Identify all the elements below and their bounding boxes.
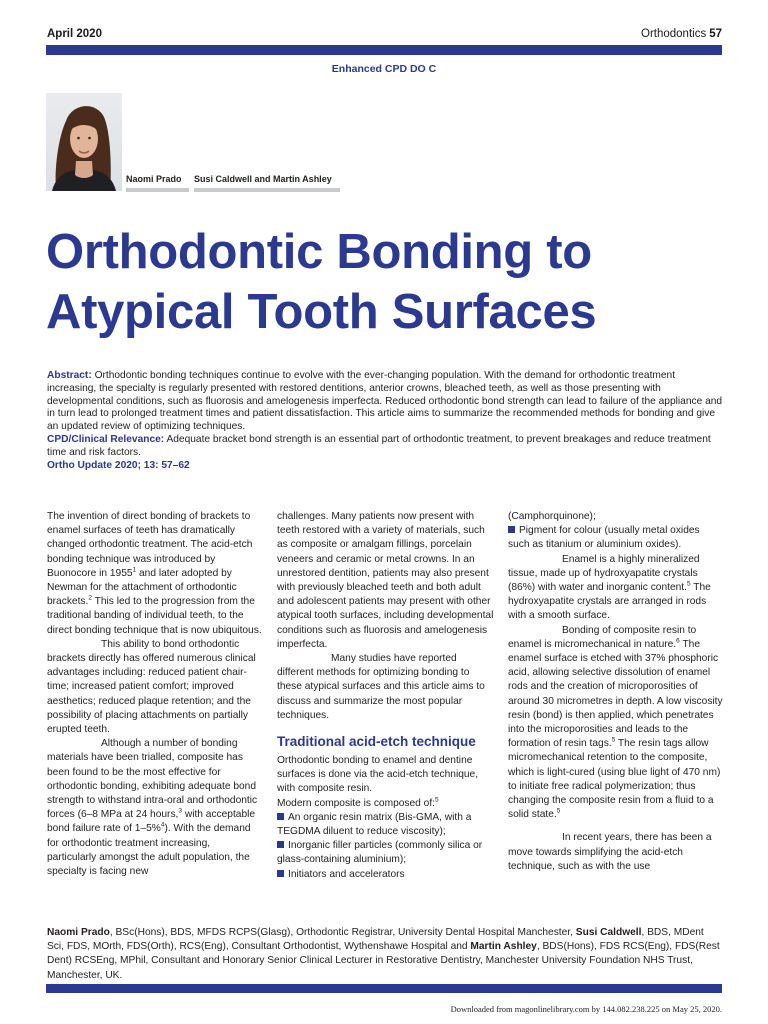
text-run: The hydroxyapatite crystals are arranged in rods with a smooth surface. [508,582,711,622]
abstract-label: Abstract: [47,370,92,381]
text-run: Modern composite is composed of: [277,797,435,809]
author-portrait-icon [46,93,122,191]
list-item [277,868,494,882]
paragraph: Many studies have reported different methods for optimizing bonding to these atypical surfaces and this article aims to discuss and summarize the most popular techniques. [277,653,485,721]
issue-date: April 2020 [47,28,102,40]
text-run: Although a number of bonding materials have been trialled, composite has been found to be the most effective for orthodontic bonding, exhibiting adequate bond strength to withstand intra-oral and orthodontic forces (6–8 MPa at 24 hours, [47,738,258,821]
reference-marker: 5 [556,807,561,815]
paragraph: In recent years, there has been a move towards simplifying the acid-etch technique, such as with the use [508,832,712,872]
abstract-text: Orthodontic bonding techniques continue to evolve with the ever-changing population. With the demand for orthodontic treatment increasing, the specialty is regularly presented with restored dentitions, anterior crowns, bleached teeth, as well as those presenting with developmental conditions, such as fluorosis and amelogenesis imperfecta. Reduced orthodontic bond strength can lead to failure of the appliance and in turn lead to prolonged treatment times and patient dissatisfaction. This article aims to summarize the recommended methods for bonding and give an updated review of optimizing techniques. [47,370,723,433]
author-name-1: Naomi Prado [126,174,182,184]
header-rule [46,45,722,55]
paragraph: This ability to bond orthodontic brackets directly has offered numerous clinical advantages including: reduced patient chair-time; increased patient comfort; improved aesthetics; reduced plaque retention; and the possibility of placing attachments on partially erupted teeth. [47,638,256,736]
text-run: and later adopted by Newman for the attachment of orthodontic brackets. [47,567,237,608]
author-rule-1 [126,188,189,192]
reference-marker: 5 [434,796,439,804]
citation: Ortho Update 2020; 13: 57–62 [47,459,190,471]
paragraph [47,510,262,638]
paragraph [277,797,494,811]
affiliation-text: , BDS(Hons), FDS RCS(Eng), FDS(Rest Dent) RCSEng, MPhil, Consultant and Honorary Senior Clinical Lecturer in Restorative Dentistry, Manchester University Foundation NHS Trust, Manchester, UK. [47,941,720,981]
list-item [277,811,494,839]
footer-rule [46,984,722,993]
affiliation-name: Naomi Prado [47,927,110,938]
text-run: This led to the progression from the traditional banding of individual teeth, to the direct bonding technique that is now ubiquitous. [47,596,262,636]
clinical-relevance [47,434,723,460]
reference-marker: 2 [88,594,92,602]
text-run: The resin tags allow micromechanical retention to the composite, which is light-cured (using blue light of 470 nm) to initiate free radical polymerization; thus changing the composite resin from a fluid to a solid state. [508,738,721,821]
body-column-3 [508,510,723,874]
author-rule-2 [194,188,340,192]
list-item-text: Pigment for colour (usually metal oxides such as titanium or aluminium oxides). [508,525,700,551]
affiliation-name: Susi Caldwell [575,927,642,938]
reference-marker: 3 [178,807,182,815]
list-item-text: Initiators and accelerators [288,868,405,880]
reference-marker: 1 [132,566,137,574]
running-header [641,28,722,40]
reference-marker: 5 [611,736,616,744]
list-item [508,524,723,552]
affiliation-text: , BSc(Hons), BDS, MFDS RCPS(Glasg), Orthodontic Registrar, University Dental Hospital Manchester, [109,927,576,938]
bullet-square-icon [277,870,284,877]
reference-marker: 6 [676,637,680,645]
cpd-label: Enhanced CPD DO C [331,63,437,75]
affiliation-text: , BDS, MDent Sci, FDS, MOrth, FDS(Orth), RCS(Eng), Consultant Orthodontist, Wythenshawe Hospital and [47,927,704,953]
body-column-2 [277,510,494,882]
text-run: with acceptable bond failure rate of 1–5% [47,809,256,835]
paragraph [508,624,723,823]
bullet-square-icon [277,813,284,820]
body-column-1 [47,510,262,879]
text-run: The enamel surface is etched with 37% phosphoric acid, allowing selective dissolution of enamel rods and the creation of microporosities of around 30 micrometres in depth. A low viscosity resin (bond) is then applied, which penetrates into the microporosities and leads to the formation of resin tags. [508,638,723,750]
author-affiliations [47,926,723,983]
cpd-relevance-text: Adequate bracket bond strength is an essential part of orthodontic treatment, to prevent breakages and reduce treatment time and risk factors. [47,433,711,458]
list-item-text: Inorganic filler particles (commonly silica or glass-containing aluminium); [277,840,483,866]
author-photo [46,93,122,191]
reference-marker: 5 [686,580,691,588]
text-run: Enamel is a highly mineralized tissue, made up of hydroxyapatite crystals (86%) with water and inorganic content. [508,553,700,594]
list-item-text: An organic resin matrix (Bis-GMA, with a TEGDMA diluent to reduce viscosity); [277,811,472,838]
text-run: ). With the demand for orthodontic treatment increasing, particularly amongst the adult population, the specialty is facing new [47,823,251,878]
text-run: The invention of direct bonding of brackets to enamel surfaces of teeth has dramatically changed orthodontic treatment. The acid-etch bonding technique was introduced by Buonocore in 1955 [47,511,253,579]
title-line-1: Orthodontic Bonding to [46,225,592,279]
journal-name: Orthodontics [641,28,707,40]
abstract-block [47,370,723,472]
text-run: Bonding of composite resin to enamel is micromechanical in nature. [508,624,697,650]
paragraph [508,553,723,624]
download-notice: Downloaded from magonlinelibrary.com by 144.082.238.225 on May 25, 2020. [450,1004,722,1014]
list-item-continuation: (Camphorquinone); [508,511,596,522]
bullet-square-icon [277,841,284,848]
paragraph: challenges. Many patients now present with teeth restored with a variety of materials, such as composite or amalgam fillings, porcelain veneers and ceramic or metal crowns. In an unrestored dentition, patients may also present with previously bleached teeth and both adult and adolescent patients may present with other atypical tooth surfaces, including developmental conditions such as fluorosis and amelogenesis imperfecta. [277,511,494,650]
affiliation-name: Martin Ashley [470,941,537,953]
article-title [46,222,746,342]
bullet-square-icon [508,526,515,533]
cpd-relevance-label: CPD/Clinical Relevance: [47,433,165,445]
reference-marker: 4 [160,822,165,830]
paragraph [47,737,262,879]
title-line-2: Atypical Tooth Surfaces [46,285,597,339]
abstract [47,370,723,434]
paragraph: Orthodontic bonding to enamel and dentine surfaces is done via the acid-etch technique, with composite resin. [277,755,479,795]
section-heading: Traditional acid-etch technique [277,734,476,750]
page-number: 57 [709,28,722,40]
list-item [277,839,494,867]
author-name-2: Susi Caldwell and Martin Ashley [194,174,332,184]
